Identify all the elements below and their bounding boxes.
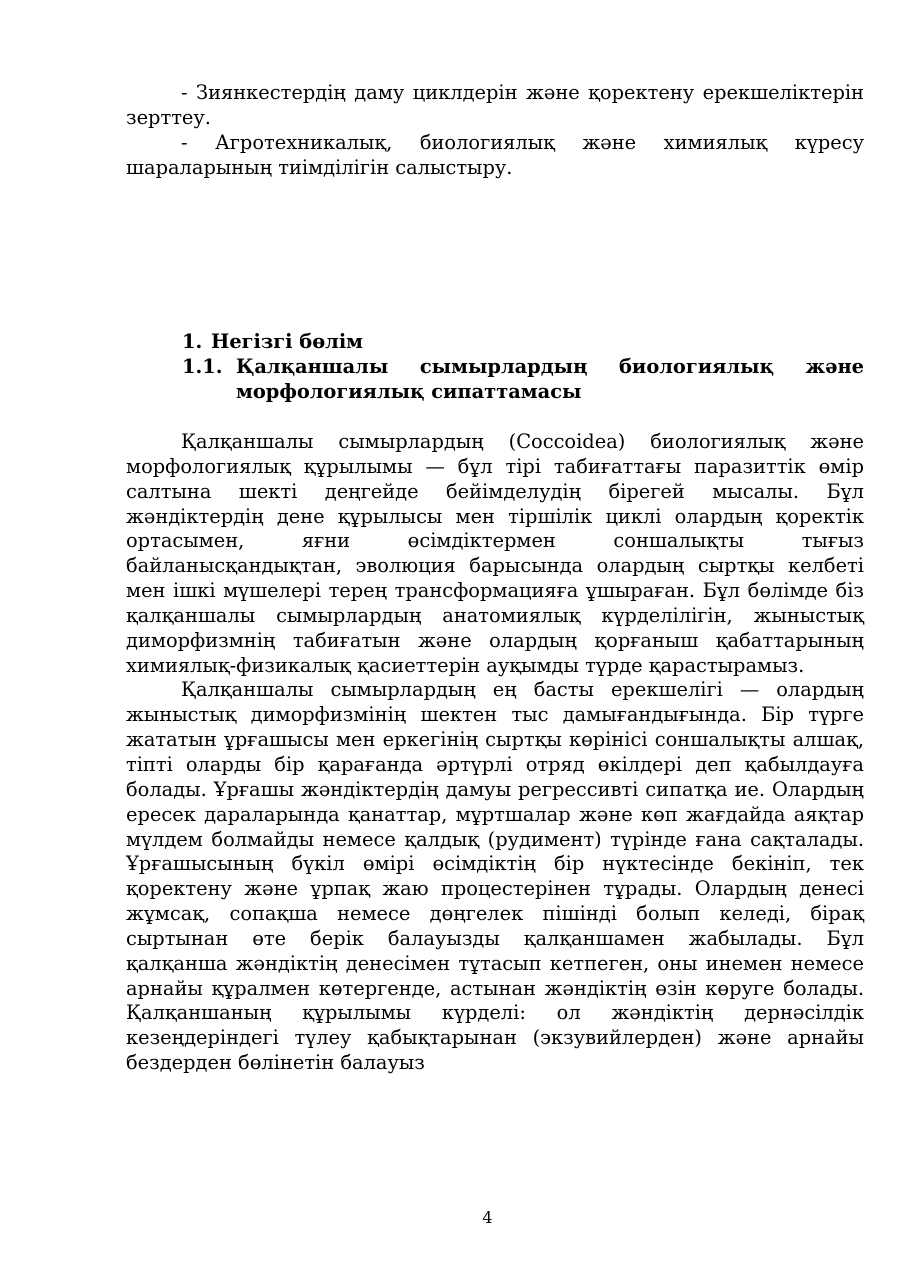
subsection-heading — [182, 355, 864, 405]
subsection-number: 1.1. — [182, 355, 223, 378]
body-paragraph: Қалқаншалы сымырлардың (Coccoidea) биологиялық және морфологиялық құрылымы — бұл тірі табиғаттағы паразиттік өмір салтына шекті деңгейде бейімделудің бірегей мысалы. Бұл жәндіктердің дене құрылысы мен тіршілік циклі олардың қоректік ортасымен, яғни өсімдіктермен соншалықты тығыз байланысқандықтан, эволюция барысында олардың сыртқы келбеті мен ішкі мүшелері терең трансформацияға ұшыраған. Бұл бөлімде біз қалқаншалы сымырлардың анатомиялық күрделілігін, жыныстық диморфизмнің табиғатын және олардың қорғаныш қабаттарының химиялық-физикалық қасиеттерін ауқымды түрде қарастырамыз. — [126, 430, 864, 677]
subsection-title: Қалқаншалы сымырлардың биологиялық және морфологиялық сипаттамасы — [236, 355, 864, 403]
page-number: 4 — [482, 1208, 493, 1227]
section-title: Негізгі бөлім — [211, 330, 364, 353]
section-heading — [182, 330, 864, 355]
section-number: 1. — [182, 330, 203, 353]
body-paragraph: Қалқаншалы сымырлардың ең басты ерекшелігі — олардың жыныстық диморфизмінің шектен тыс дамығандығында. Бір түрге жататын ұрғашысы мен еркегінің сыртқы көрінісі соншалықты алшақ, тіпті оларды бір қарағанда әртүрлі отряд өкілдері деп қабылдауға болады. Ұрғашы жәндіктердің дамуы регрессивті сипатқа ие. Олардың ересек дараларында қанаттар, мұртшалар және көп жағдайда аяқтар мүлдем болмайды немесе қалдық (рудимент) түрінде ғана сақталады. Ұрғашысының бүкіл өмірі өсімдіктің бір нүктесінде бекініп, тек қоректену және ұрпақ жаю процестерінен тұрады. Олардың денесі жұмсақ, сопақша немесе дөңгелек пішінді болып келеді, бірақ сыртынан өте берік балауызды қалқаншамен жабылады. Бұл қалқанша жәндіктің денесімен тұтасып кетпеген, оны инемен немесе арнайы құралмен көтергенде, астынан жәндіктің өзін көруге болады. Қалқаншаның құрылымы күрделі: ол жәндіктің дернәсілдік кезеңдеріндегі түлеу қабықтарынан (экзувийлерден) және арнайы бездерден бөлінетін балауыз — [126, 678, 864, 1075]
body-text — [126, 430, 864, 1076]
intro-item: - Агротехникалық, биологиялық және химиялық күресу шараларының тиімділігін салыстыру. — [126, 130, 864, 179]
intro-item: - Зиянкестердің даму циклдерін және қоректену ерекшеліктерін зерттеу. — [126, 81, 864, 129]
intro-list — [126, 81, 864, 180]
